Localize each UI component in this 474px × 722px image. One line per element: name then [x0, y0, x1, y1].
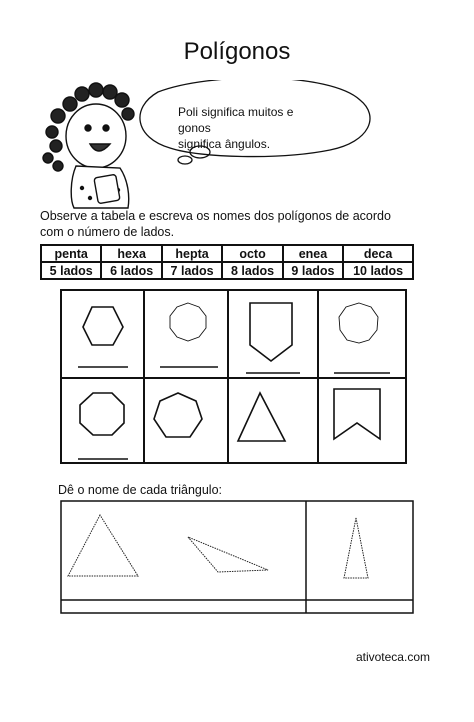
speech-bubble-text — [178, 104, 328, 152]
sides-cell: 6 lados — [101, 262, 161, 279]
polygon-grid — [60, 289, 407, 464]
instructions-line-1: Observe a tabela e escreva os nomes dos polígonos de acordo — [40, 209, 391, 223]
sides-cell: 5 lados — [41, 262, 101, 279]
prefix-cell: penta — [41, 245, 101, 262]
instructions — [40, 208, 440, 240]
pentagon-notched-icon — [334, 389, 380, 439]
prefix-cell: deca — [343, 245, 413, 262]
pentagon-shield-icon — [250, 303, 292, 361]
sides-cell: 10 lados — [343, 262, 413, 279]
sides-cell: 8 lados — [222, 262, 282, 279]
bubble-line-1: Poli significa muitos e gonos — [178, 105, 294, 135]
grid-border — [61, 290, 406, 463]
prefix-row — [41, 245, 413, 262]
page-title: Polígonos — [183, 38, 291, 65]
prefix-table — [40, 244, 414, 280]
footer-brand: ativoteca.com — [355, 650, 430, 664]
triangle-border — [61, 501, 413, 613]
sides-row — [41, 262, 413, 279]
heptagon-icon — [154, 393, 202, 437]
prefix-cell: enea — [283, 245, 343, 262]
bubble-line-2: significa ângulos. — [178, 137, 271, 151]
nonagon-icon — [339, 303, 378, 343]
sides-cell: 9 lados — [283, 262, 343, 279]
decagon-icon — [170, 303, 206, 341]
obtuse-triangle-icon — [188, 537, 268, 572]
instructions-line-2: com o número de lados. — [40, 225, 175, 239]
isosceles-triangle-icon — [344, 518, 368, 578]
triangle-grid — [60, 500, 415, 615]
prefix-cell: hepta — [162, 245, 222, 262]
triangle-prompt: Dê o nome de cada triângulo: — [58, 483, 222, 497]
acute-triangle-icon — [68, 515, 138, 576]
prefix-cell: octo — [222, 245, 282, 262]
girl-icon — [43, 83, 134, 208]
sides-cell: 7 lados — [162, 262, 222, 279]
hexagon-icon — [83, 307, 123, 345]
prefix-cell: hexa — [101, 245, 161, 262]
triangle-icon — [238, 393, 285, 441]
octagon-icon — [80, 393, 124, 435]
